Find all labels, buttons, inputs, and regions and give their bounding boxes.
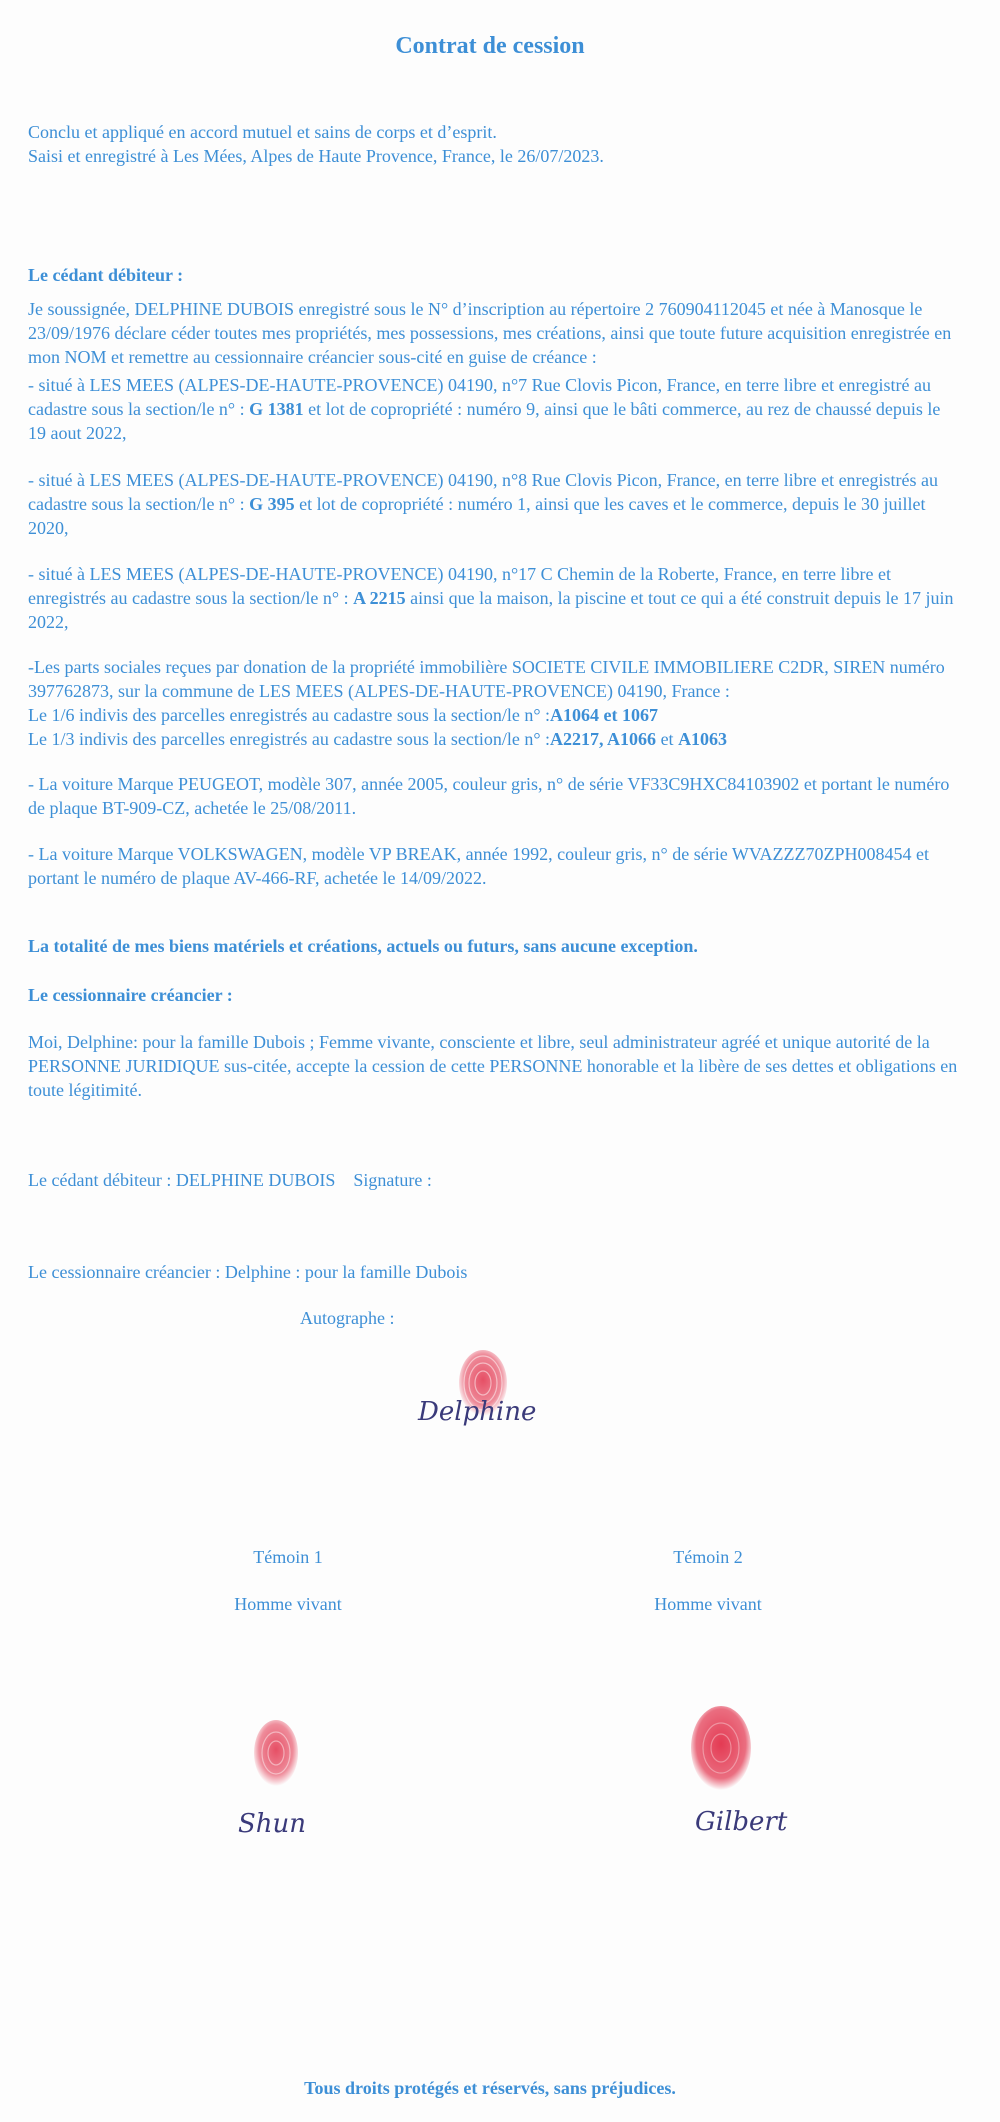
intro-block	[28, 120, 958, 168]
vehicle-item-2: - La voiture Marque VOLKSWAGEN, modèle VP BREAK, année 1992, couleur gris, n° de série WVAZZZ70ZPH008454 et portant le numéro de plaque AV-466-RF, achetée le 14/09/2022.	[28, 844, 930, 888]
shares-line-2-text: Le 1/3 indivis des parcelles enregistrés au cadastre sous la section/le n° :	[28, 729, 551, 749]
property-1-text: - situé à LES MEES (ALPES-DE-HAUTE-PROVENCE) 04190, n°7 Rue Clovis Picon, France, en terre libre et enregistré au cadastre sous la section/le n° :	[28, 375, 932, 419]
autograph-signature: Delphine	[418, 1397, 537, 1427]
property-item-2	[28, 468, 958, 540]
intro-line-2: Saisi et enregistré à Les Mées, Alpes de Haute Provence, France, le 26/07/2023.	[28, 146, 604, 166]
cessionnaire-heading: Le cessionnaire créancier :	[28, 985, 233, 1005]
property-3-text: - situé à LES MEES (ALPES-DE-HAUTE-PROVENCE) 04190, n°17 C Chemin de la Roberte, France, en terre libre et enregistrés au cadastre sous la section/le n° :	[28, 564, 892, 608]
property-3-cadastre-ref: A 2215	[353, 588, 406, 608]
vehicle-item-1: - La voiture Marque PEUGEOT, modèle 307, année 2005, couleur gris, n° de série VF33C9HXC84103902 et portant le numéro de plaque BT-909-CZ, achetée le 25/08/2011.	[28, 774, 950, 818]
footer-rights: Tous droits protégés et réservés, sans préjudices.	[304, 2078, 676, 2098]
witness-2-fingerprint	[675, 1690, 775, 1810]
cessionnaire-signature-line: Le cessionnaire créancier : Delphine : pour la famille Dubois	[28, 1262, 468, 1282]
document-title: Contrat de cession	[395, 33, 585, 59]
witness-1-subtitle: Homme vivant	[234, 1594, 342, 1614]
shares-line-2-ref-1: A2217, A1066	[550, 729, 657, 749]
property-1-text-end: et lot de copropriété : numéro 9, ainsi que le bâti commerce, au rez de chaussé depuis le 19 aout 2022,	[28, 399, 941, 443]
property-3-text-end: ainsi que la maison, la piscine et tout ce qui a été construit depuis le 17 juin 2022,	[28, 588, 954, 632]
cedant-signature-line: Le cédant débiteur : DELPHINE DUBOIS Signature :	[28, 1170, 432, 1190]
shares-line-1-text: Le 1/6 indivis des parcelles enregistrés au cadastre sous la section/le n° :	[28, 705, 551, 725]
cessionnaire-statement: Moi, Delphine: pour la famille Dubois ; Femme vivante, consciente et libre, seul administrateur agréé et unique autorité de la PERSONNE JURIDIQUE sus-citée, accepte la cession de cette PERSONNE honorable et la libère de ses dettes et obligations en toute légitimité.	[28, 1032, 958, 1100]
shares-line-2-ref-2: A1063	[678, 729, 728, 749]
shares-item	[28, 655, 958, 751]
shares-intro: -Les parts sociales reçues par donation de la propriété immobilière SOCIETE CIVILE IMMOBILIERE C2DR, SIREN numéro 397762873, sur la commune de LES MEES (ALPES-DE-HAUTE-PROVENCE) 04190, France :	[28, 657, 945, 701]
witness-2-signature: Gilbert	[695, 1807, 788, 1837]
shares-line-2-conj: et	[656, 729, 679, 749]
totality-statement: La totalité de mes biens matériels et créations, actuels ou futurs, sans aucune exception.	[28, 936, 698, 956]
witness-2-subtitle: Homme vivant	[654, 1594, 762, 1614]
property-item-3	[28, 562, 958, 634]
witness-1-fingerprint	[240, 1705, 320, 1805]
cedant-heading: Le cédant débiteur :	[28, 265, 184, 285]
shares-line-1-ref: A1064 et 1067	[550, 705, 659, 725]
shares-line-2	[28, 727, 958, 751]
intro-line-1: Conclu et appliqué en accord mutuel et sains de corps et d’esprit.	[28, 122, 497, 142]
property-2-cadastre-ref: G 395	[249, 494, 295, 514]
witness-1-signature: Shun	[238, 1809, 307, 1839]
property-2-text-end: et lot de copropriété : numéro 1, ainsi que les caves et le commerce, depuis le 30 juillet 2020,	[28, 494, 926, 538]
cedant-declaration: Je soussignée, DELPHINE DUBOIS enregistré sous le N° d’inscription au répertoire 2 760904112045 et née à Manosque le 23/09/1976 déclare céder toutes mes propriétés, mes possessions, mes créations, ainsi que toute future acquisition enregistrée en mon NOM et remettre au cessionnaire créancier sous-cité en guise de créance :	[28, 299, 952, 367]
witness-1-title: Témoin 1	[253, 1547, 323, 1567]
property-item-1	[28, 373, 958, 445]
witness-2-title: Témoin 2	[673, 1547, 743, 1567]
autograph-label: Autographe :	[300, 1308, 395, 1328]
property-1-cadastre-ref: G 1381	[249, 399, 304, 419]
property-2-text: - situé à LES MEES (ALPES-DE-HAUTE-PROVENCE) 04190, n°8 Rue Clovis Picon, France, en terre libre et enregistrés au cadastre sous la section/le n° :	[28, 470, 939, 514]
shares-line-1	[28, 703, 958, 727]
